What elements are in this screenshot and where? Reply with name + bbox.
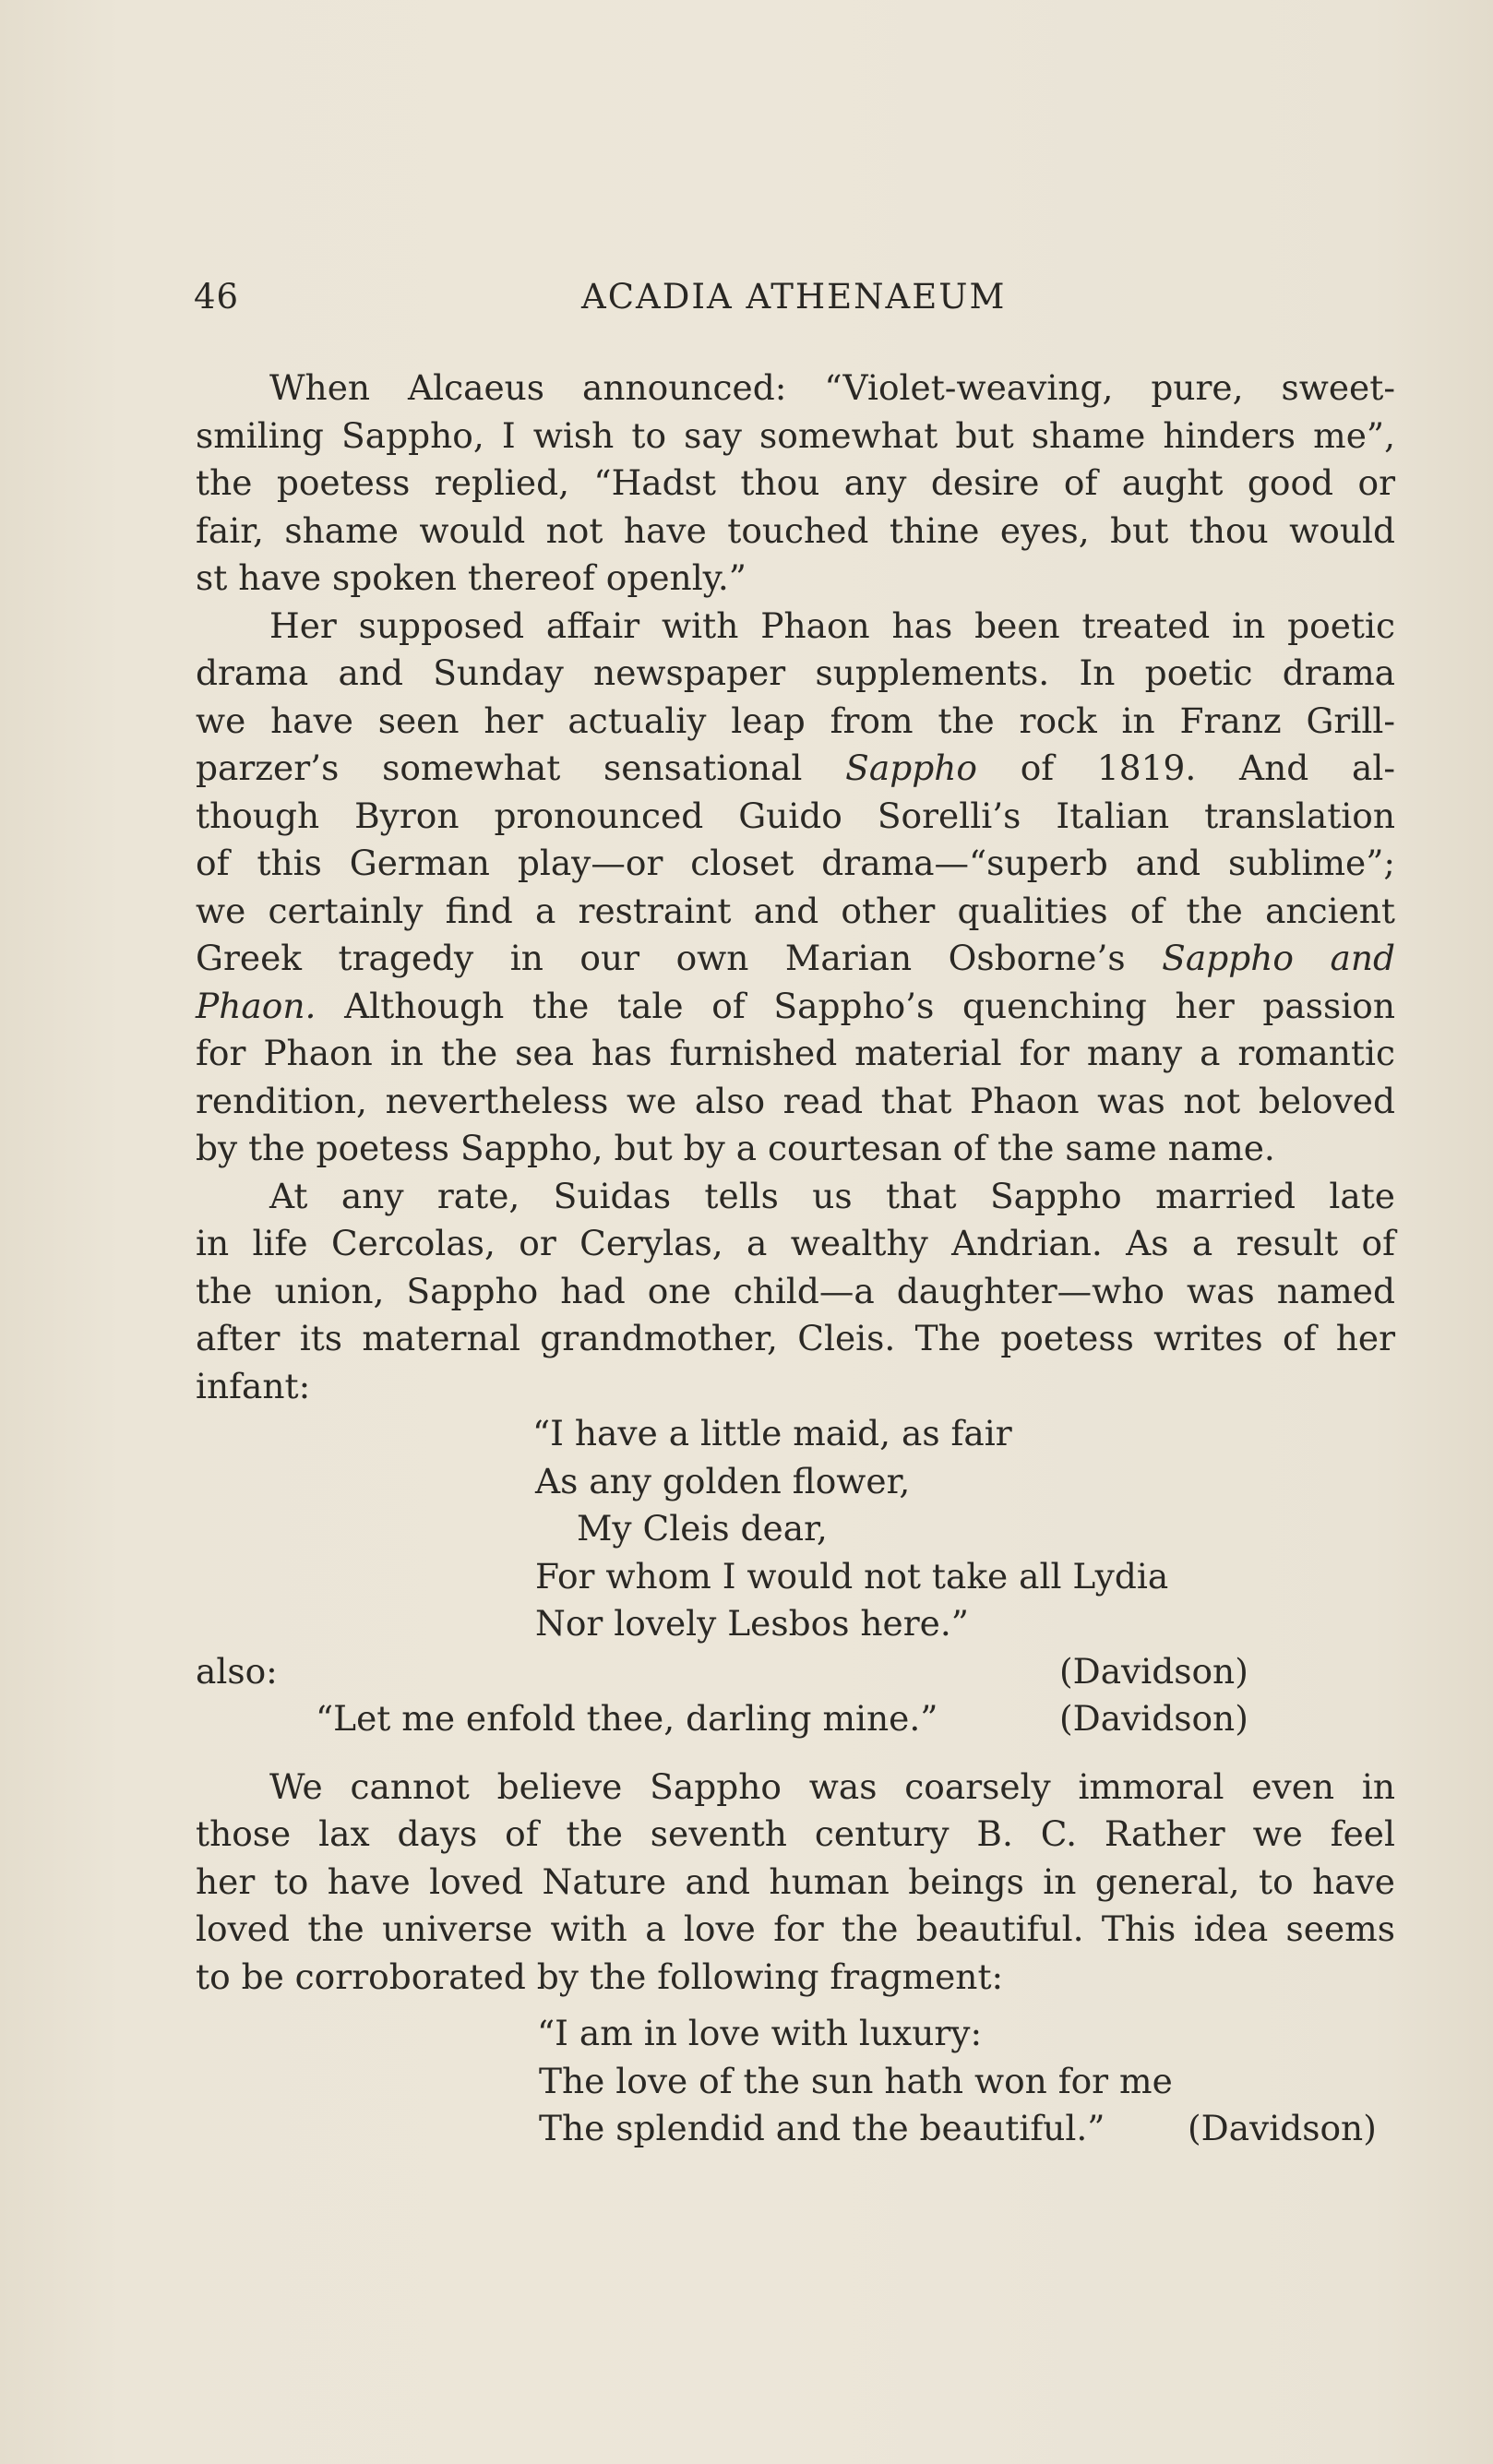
citation-row-2 <box>196 1695 1395 1743</box>
verse-line: Nor lovely Lesbos here.” <box>535 1603 969 1644</box>
verse-line: The love of the sun hath won for me <box>539 2060 1173 2101</box>
text-line: fair, shame would not have touched thine eyes, but thou would <box>196 509 1395 551</box>
italic-title: Sappho and <box>1162 938 1395 978</box>
text-line: infant: <box>196 1365 311 1406</box>
text-line: to be corroborated by the following fragment: <box>196 1956 1004 1997</box>
paragraph-1 <box>196 365 1395 603</box>
text-line: We cannot believe Sappho was coarsely immoral even in <box>269 1765 1395 1807</box>
text-line: though Byron pronounced Guido Sorelli’s Italian translation <box>196 795 1395 836</box>
italic-title: Sappho <box>845 748 977 788</box>
verse-line: For whom I would not take all Lydia <box>535 1555 1169 1597</box>
body-text <box>196 365 1395 2153</box>
text-line: her to have loved Nature and human beings in general, to have <box>196 1860 1395 1902</box>
text-line: the poetess replied, “Hadst thou any desire of aught good or <box>196 462 1395 503</box>
text-line: Greek tragedy in our own Marian Osborne’s Sappho and <box>196 938 1395 978</box>
text-line: st have spoken thereof openly.” <box>196 557 746 598</box>
text-line: parzer’s somewhat sensational Sappho of 1819. And al- <box>196 748 1395 788</box>
verse-line: “I am in love with luxury: <box>537 2013 983 2053</box>
quote-line: “Let me enfold thee, darling mine.” <box>316 1698 938 1739</box>
verse-block-1 <box>196 1410 1395 1648</box>
text-line: we certainly find a restraint and other qualities of the ancient <box>196 890 1395 931</box>
text-line: rendition, nevertheless we also read that Phaon was not beloved <box>196 1080 1395 1121</box>
text-line: When Alcaeus announced: “Violet-weaving, pure, sweet- <box>269 367 1395 408</box>
page-number: 46 <box>194 277 240 317</box>
verse-line: As any golden flower, <box>535 1460 911 1501</box>
also-label: also: <box>196 1650 278 1692</box>
spacer <box>196 2001 1395 2010</box>
text-line: smiling Sappho, I wish to say somewhat but shame hinders me”, <box>196 414 1395 456</box>
text-line: we have seen her actualiy leap from the rock in Franz Grill- <box>196 700 1395 741</box>
citation: (Davidson) <box>1188 2108 1377 2148</box>
paragraph-3 <box>196 1173 1395 1411</box>
paragraph-4 <box>196 1764 1395 2002</box>
citation-row-1 <box>196 1648 1395 1696</box>
text-line: for Phaon in the sea has furnished material for many a romantic <box>196 1033 1395 1073</box>
spacer <box>196 1743 1395 1764</box>
text-line: Her supposed affair with Phaon has been treated in poetic <box>269 604 1395 646</box>
verse-final-row <box>196 2105 1395 2153</box>
citation: (Davidson) <box>1059 1698 1248 1739</box>
text-line: in life Cercolas, or Cerylas, a wealthy Andrian. As a result of <box>196 1223 1395 1263</box>
text-line: loved the universe with a love for the beautiful. This idea seems <box>196 1908 1395 1949</box>
verse-line: The splendid and the beautiful.” <box>539 2108 1105 2148</box>
page-header <box>194 277 1393 332</box>
text-line: after its maternal grandmother, Cleis. The poetess writes of her <box>196 1318 1395 1358</box>
italic-title: Phaon. <box>196 985 317 1026</box>
text-line: by the poetess Sappho, but by a courtesan of the same name. <box>196 1128 1275 1168</box>
verse-line: “I have a little maid, as fair <box>532 1413 1012 1453</box>
text-line: drama and Sunday newspaper supplements. In poetic drama <box>196 652 1395 693</box>
paragraph-2 <box>196 603 1395 1173</box>
text-line: those lax days of the seventh century B. C. Rather we feel <box>196 1813 1395 1854</box>
text-line: At any rate, Suidas tells us that Sappho married late <box>269 1175 1395 1216</box>
verse-line: My Cleis dear, <box>577 1508 828 1549</box>
running-title: ACADIA ATHENAEUM <box>581 277 1007 317</box>
text-line: of this German play—or closet drama—“superb and sublime”; <box>196 843 1395 883</box>
text-line: the union, Sappho had one child—a daughter—who was named <box>196 1270 1395 1311</box>
text-line: Phaon. Although the tale of Sappho’s quenching her passion <box>196 985 1396 1026</box>
verse-block-2 <box>196 2010 1395 2153</box>
citation: (Davidson) <box>1059 1650 1248 1692</box>
